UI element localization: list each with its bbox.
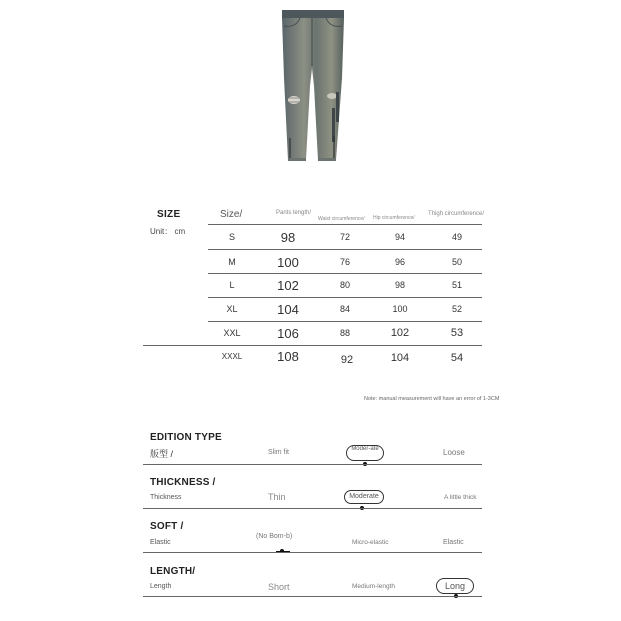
length-selected-pill: Long [436,578,474,594]
cell-length: 104 [277,302,299,317]
cell-waist: 76 [339,257,350,267]
edition-option-slim: Slim fit [268,449,289,456]
thickness-option-thin: Thin [268,492,286,502]
cell-thigh: 52 [451,304,462,314]
edition-scale-line [143,464,482,465]
cell-hip: 96 [394,257,405,267]
edition-title: EDITION TYPE [150,432,222,443]
header-hip: Hip circumference/ [373,215,415,221]
soft-option-no-bomb: (No Bom-b) [256,533,293,540]
edition-selected-pill: Moder-ate [346,445,384,461]
cell-hip: 102 [390,327,410,339]
length-scale-line [143,596,482,597]
length-option-short: Short [268,582,290,592]
table-row [208,274,482,297]
length-title: LENGTH/ [150,566,196,577]
cell-thigh: 51 [451,280,462,290]
soft-scale-line [143,552,482,553]
table-row [208,251,482,274]
header-pants-length: Pants length/ [276,210,312,216]
cell-hip: 104 [390,352,410,364]
thickness-option-thick: A little thick [444,494,477,501]
cell-size: XXL [223,328,241,338]
cell-length: 100 [277,255,299,270]
edition-option-loose: Loose [443,448,465,457]
cell-waist: 80 [339,280,350,290]
size-chart-title: SIZE [157,209,181,220]
edition-subtitle: 版型 / [150,449,174,459]
size-chart-unit: Unit： cm [150,227,186,236]
cell-thigh: 53 [450,327,464,339]
cell-waist: 88 [339,328,350,338]
cell-length: 106 [277,326,299,341]
soft-option-elastic: Elastic [443,539,464,546]
header-waist: Waist circumference/ [318,216,365,222]
cell-thigh: 54 [450,352,464,364]
cell-length: 98 [280,230,296,245]
table-row [208,298,482,321]
cell-size: S [228,232,235,242]
cell-size: XXXL [221,352,243,361]
cell-hip: 94 [394,232,405,242]
cell-hip: 98 [394,280,405,290]
table-rule [208,224,482,225]
measurement-note: Note: manual measurement will have an error of 1-3CM [364,396,500,402]
length-subtitle: Length [150,583,172,590]
cell-thigh: 49 [451,232,462,242]
length-option-medium: Medium-length [352,583,395,590]
cell-length: 108 [277,349,299,364]
header-size: Size/ [220,209,243,220]
cell-size: M [228,257,236,267]
table-row [208,226,482,249]
soft-option-micro-elastic: Micro-elastic [352,539,389,546]
soft-title: SOFT / [150,521,184,532]
cell-size: L [229,280,235,290]
cell-thigh: 50 [451,257,462,267]
table-rule [208,249,482,250]
table-row [208,345,482,368]
thickness-scale-line [143,508,482,509]
thickness-title: THICKNESS / [150,477,216,488]
jeans-product-image [270,8,356,168]
thickness-selected-pill: Moderate [344,490,384,504]
table-row [208,322,482,345]
cell-hip: 100 [392,304,408,314]
cell-size: XL [226,304,238,314]
header-thigh: Thigh circumference/ [428,211,485,217]
cell-waist: 92 [340,354,354,366]
cell-waist: 72 [339,232,350,242]
cell-length: 102 [277,278,299,293]
cell-waist: 84 [339,304,350,314]
thickness-subtitle: Thickness [150,494,182,501]
soft-subtitle: Elastic [150,539,171,546]
